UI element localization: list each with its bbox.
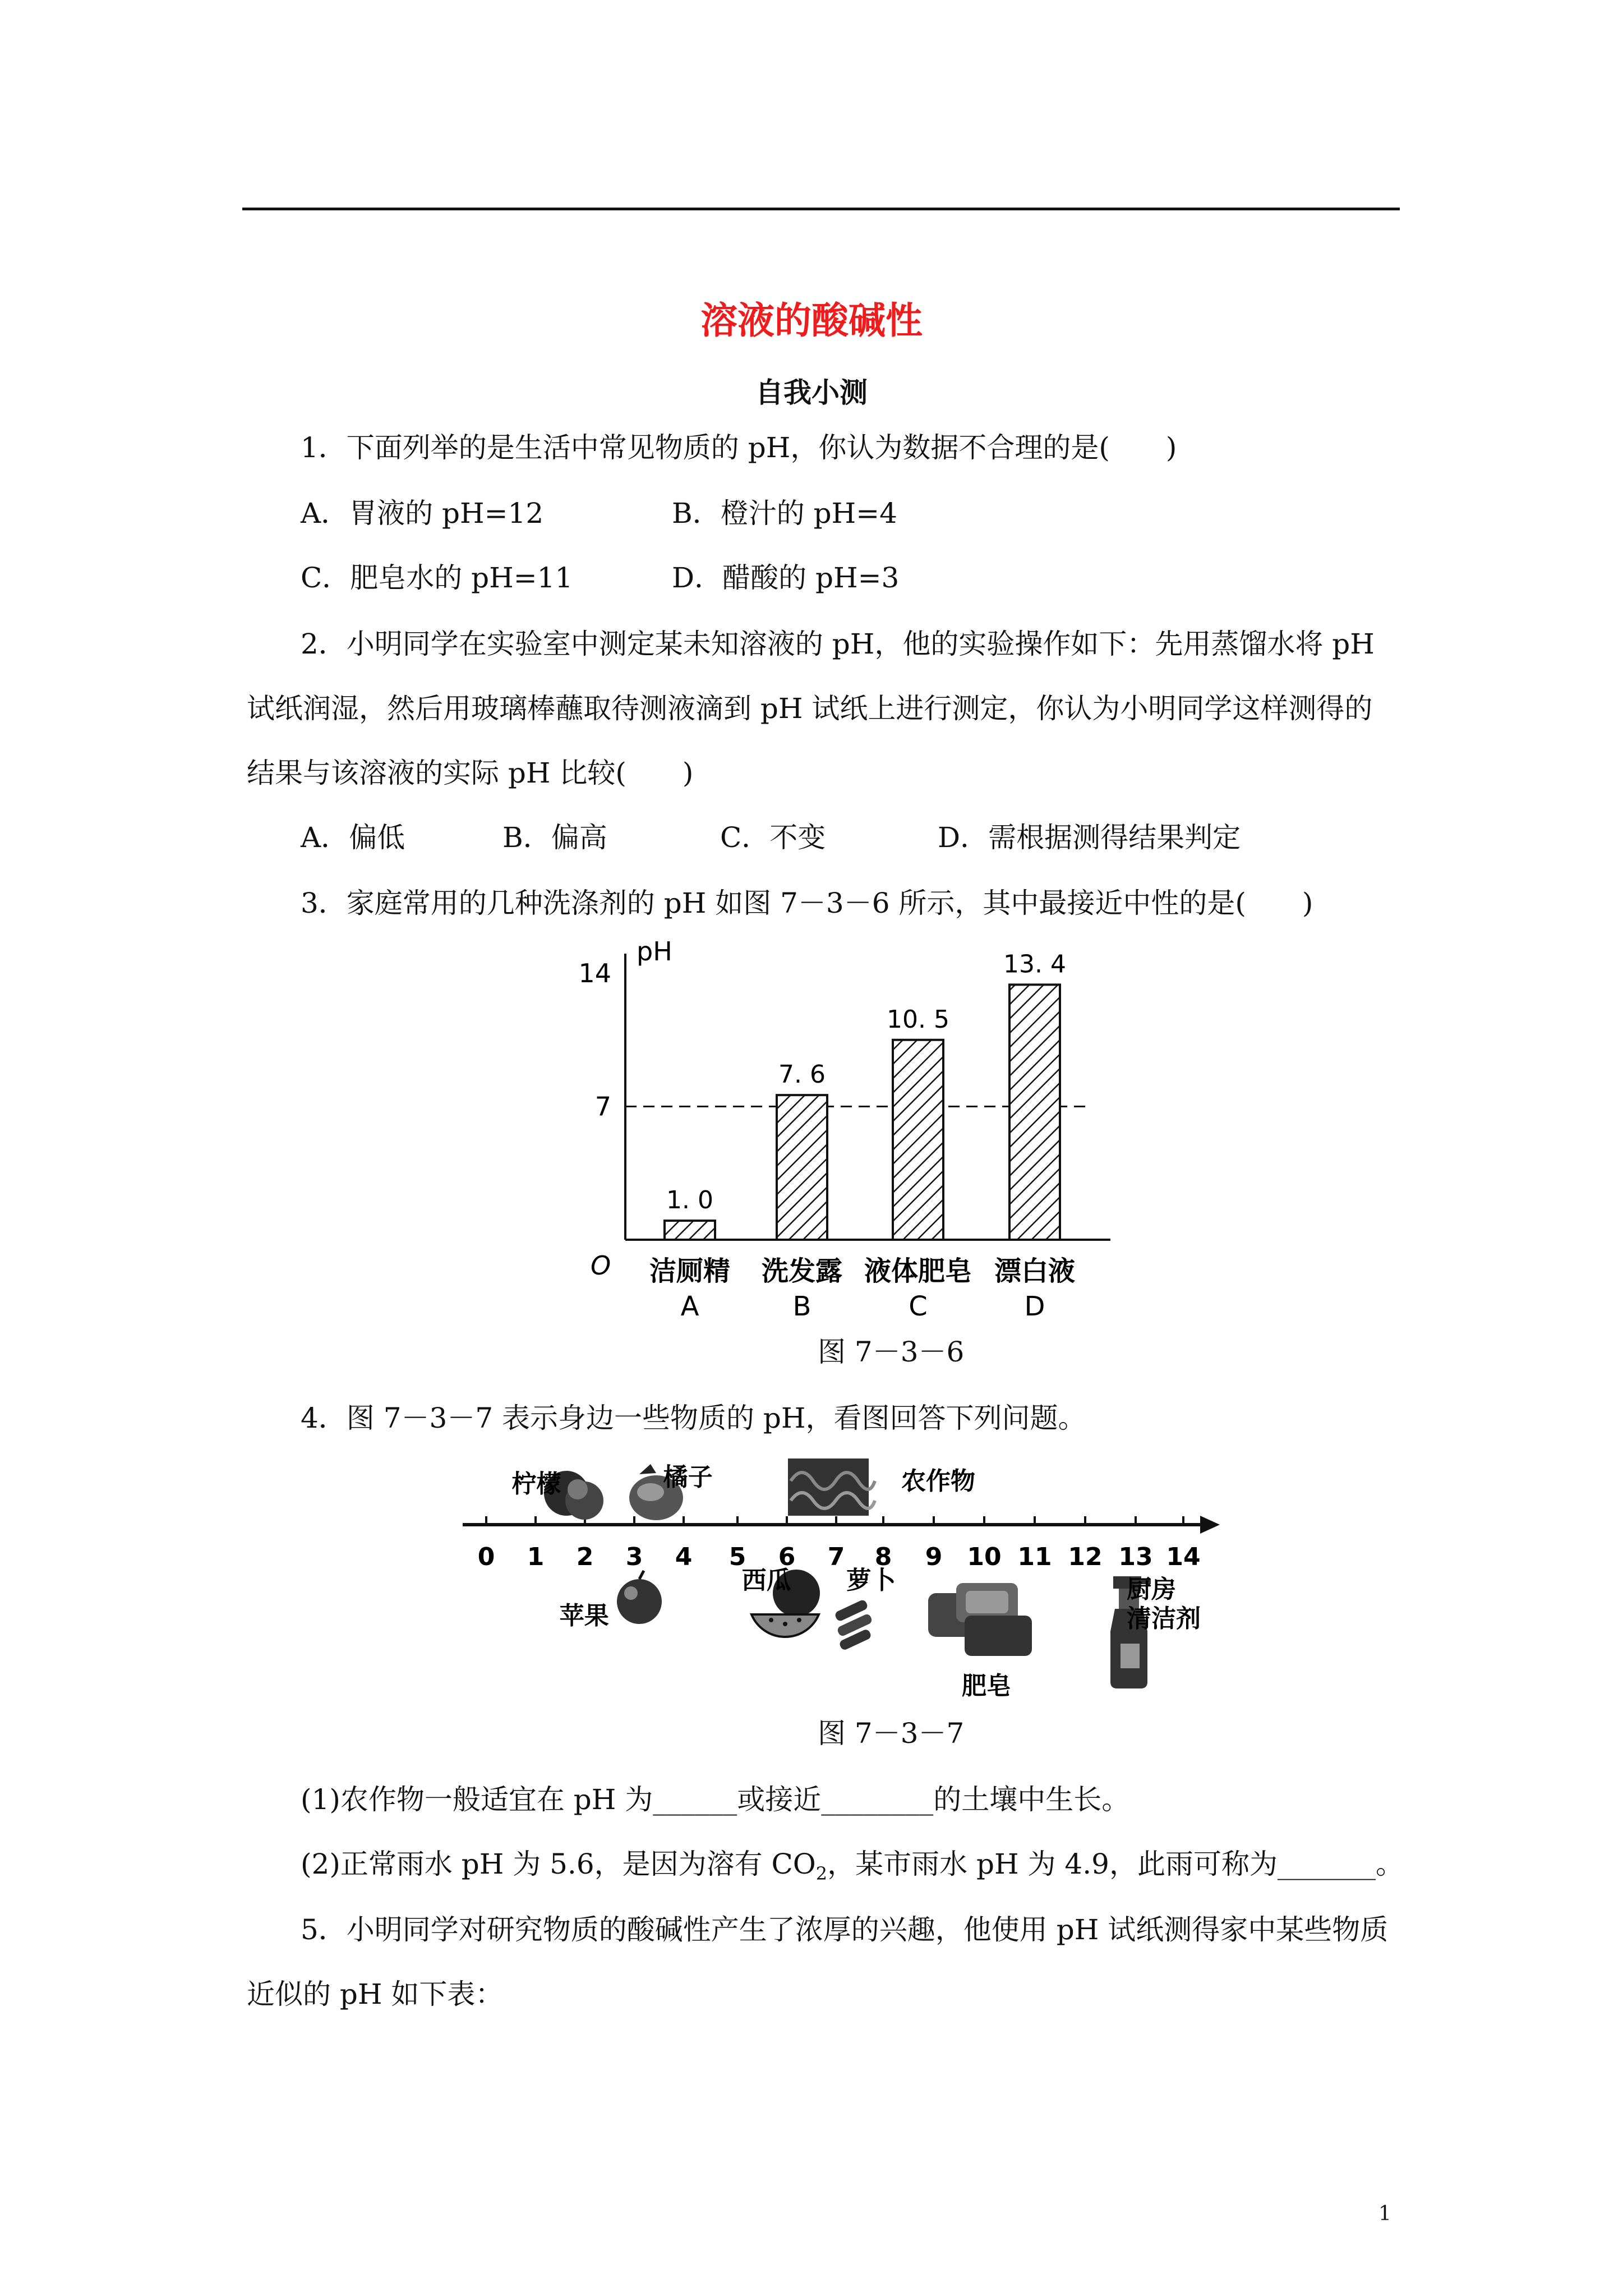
chart-category-label: 液体肥皂 bbox=[864, 1255, 972, 1287]
ph-scale-tick-label: 2 bbox=[576, 1543, 594, 1571]
ph-scale-tick-label: 1 bbox=[527, 1543, 545, 1571]
q4-sub-2-post: ，某市雨水 pH 为 4.9，此雨可称为_______。 bbox=[827, 1848, 1404, 1880]
q2-line-3: 结果与该溶液的实际 pH 比较( ) bbox=[247, 757, 694, 789]
ph-scale-item-label: 苹果 bbox=[559, 1602, 609, 1630]
ph-scale-item-label: 厨房 bbox=[1127, 1575, 1176, 1604]
chart-category-letter: D bbox=[1024, 1291, 1045, 1322]
chart-category-letter: A bbox=[680, 1291, 699, 1322]
ph-scale-tick-label: 7 bbox=[827, 1543, 845, 1571]
ph-scale-item-label: 萝卜 bbox=[846, 1566, 896, 1595]
ph-scale-arrow bbox=[1200, 1516, 1220, 1534]
crops-photo-icon bbox=[788, 1458, 875, 1516]
ph-scale-tick-label: 4 bbox=[675, 1543, 693, 1571]
q1-option-a: A．胃液的 pH=12 bbox=[301, 497, 544, 530]
chart-category-label: 漂白液 bbox=[994, 1255, 1076, 1287]
co2-subscript: 2 bbox=[815, 1863, 828, 1884]
apple-icon bbox=[617, 1571, 662, 1624]
q4-sub-2 bbox=[301, 1847, 1404, 1890]
chart-y-tick-label: 14 bbox=[578, 958, 611, 988]
q5-line-2: 近似的 pH 如下表： bbox=[247, 1978, 504, 2010]
figure-1-caption: 图 7－3－6 bbox=[818, 1336, 965, 1368]
chart-category-letter: C bbox=[909, 1291, 928, 1322]
ph-scale-tick-label: 0 bbox=[477, 1543, 495, 1571]
ph-scale-item-label: 农作物 bbox=[901, 1467, 975, 1496]
ph-scale-tick-label: 8 bbox=[874, 1543, 892, 1571]
q4-stem: 4．图 7－3－7 表示身边一些物质的 pH，看图回答下列问题。 bbox=[301, 1402, 1086, 1434]
chart-y-axis-label: pH bbox=[637, 936, 672, 967]
q4-sub-1: (1)农作物一般适宜在 pH 为______或接近________的土壤中生长。 bbox=[301, 1783, 1130, 1816]
ph-scale-tick-label: 12 bbox=[1068, 1543, 1103, 1571]
q2-line-2: 试纸润湿，然后用玻璃棒蘸取待测液滴到 pH 试纸上进行测定，你认为小明同学这样测得的 bbox=[247, 692, 1373, 725]
chart-data-label: 10. 5 bbox=[887, 1005, 949, 1034]
ph-scale-tick-label: 3 bbox=[625, 1543, 643, 1571]
ph-scale-tick-label: 13 bbox=[1118, 1543, 1153, 1571]
chart-category-letter: B bbox=[792, 1291, 811, 1322]
chart-data-label: 1. 0 bbox=[666, 1186, 713, 1215]
chart-data-label: 13. 4 bbox=[1003, 950, 1066, 979]
q2-option-c: C．不变 bbox=[720, 821, 826, 854]
q2-line-1: 2．小明同学在实验室中测定某未知溶液的 pH，他的实验操作如下：先用蒸馏水将 pH bbox=[301, 628, 1375, 660]
q2-option-a: A．偏低 bbox=[301, 821, 405, 854]
ph-scale-item-label: 清洁剂 bbox=[1127, 1604, 1201, 1633]
soap-icon bbox=[928, 1583, 1032, 1656]
q4-sub-2-pre: (2)正常雨水 pH 为 5.6，是因为溶有 CO bbox=[301, 1848, 816, 1880]
figure-2-caption: 图 7－3－7 bbox=[818, 1717, 965, 1750]
ph-scale-item-label: 西瓜 bbox=[741, 1566, 791, 1595]
page-number: 1 bbox=[1378, 2202, 1391, 2225]
q2-option-d: D．需根据测得结果判定 bbox=[938, 821, 1241, 854]
ph-scale-tick-label: 10 bbox=[967, 1543, 1002, 1571]
ph-scale-tick-label: 11 bbox=[1017, 1543, 1052, 1571]
doc-subtitle: 自我小测 bbox=[755, 376, 868, 409]
ph-scale-item-label: 肥皂 bbox=[962, 1672, 1011, 1700]
ph-scale-tick-label: 14 bbox=[1166, 1543, 1201, 1571]
ph-scale-tick-label: 9 bbox=[925, 1543, 943, 1571]
q1-option-d: D．醋酸的 pH=3 bbox=[672, 562, 900, 594]
chart-category-label: 洗发露 bbox=[761, 1255, 843, 1287]
doc-title: 溶液的酸碱性 bbox=[700, 299, 923, 342]
radish-icon bbox=[834, 1599, 873, 1651]
ph-scale-item-label: 橘子 bbox=[663, 1463, 713, 1492]
ph-scale-tick-label: 5 bbox=[728, 1543, 746, 1571]
chart-category-label: 洁厕精 bbox=[649, 1255, 731, 1287]
q1-option-c: C．肥皂水的 pH=11 bbox=[301, 562, 573, 594]
q3-stem: 3．家庭常用的几种洗涤剂的 pH 如图 7－3－6 所示，其中最接近中性的是( ) bbox=[301, 887, 1313, 919]
q2-option-b: B．偏高 bbox=[502, 821, 607, 854]
chart-origin-label: O bbox=[591, 1250, 611, 1281]
q5-line-1: 5．小明同学对研究物质的酸碱性产生了浓厚的兴趣，他使用 pH 试纸测得家中某些物质 bbox=[301, 1913, 1389, 1946]
q1-stem: 1．下面列举的是生活中常见物质的 pH，你认为数据不合理的是( ) bbox=[301, 431, 1177, 464]
ph-scale-tick-label: 6 bbox=[778, 1543, 796, 1571]
ph-scale-item-label: 柠檬 bbox=[511, 1470, 561, 1498]
chart-y-tick-label: 7 bbox=[594, 1091, 611, 1122]
q1-option-b: B．橙汁的 pH=4 bbox=[672, 497, 897, 530]
chart-data-label: 7. 6 bbox=[778, 1060, 826, 1089]
